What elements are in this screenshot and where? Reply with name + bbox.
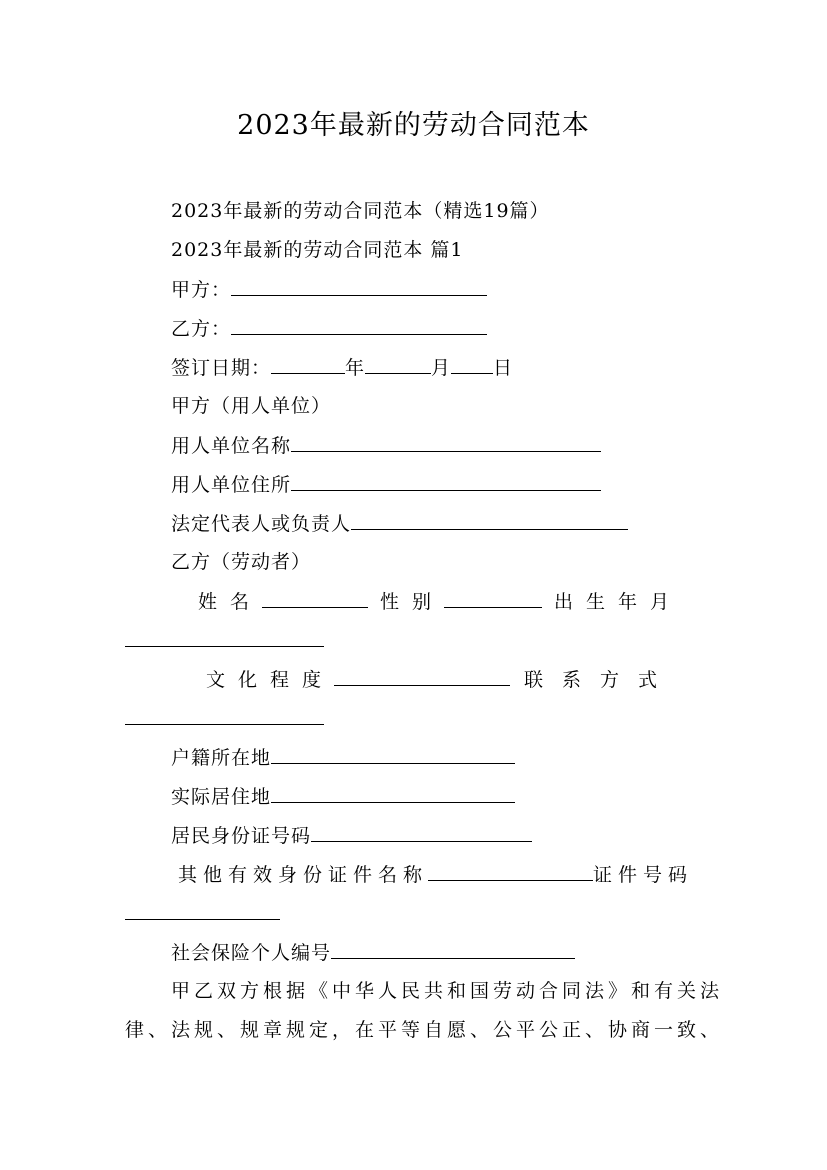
legal-rep-blank[interactable] <box>351 511 628 530</box>
legal-rep-label: 法定代表人或负责人 <box>171 513 352 535</box>
sign-month-blank[interactable] <box>365 355 431 374</box>
contact-label: 联系方式 <box>524 669 677 691</box>
sign-day-label: 日 <box>493 357 514 379</box>
sign-year-blank[interactable] <box>271 355 345 374</box>
residence-label: 实际居住地 <box>171 786 272 808</box>
party-a-row <box>171 277 487 302</box>
education-contact-row <box>206 667 676 692</box>
paragraph-line-1: 甲乙双方根据《中华人民共和国劳动合同法》和有关法 <box>171 980 724 1002</box>
contact-blank[interactable] <box>125 723 324 725</box>
sign-date-label: 签订日期： <box>171 357 272 379</box>
employer-name-label: 用人单位名称 <box>171 435 292 457</box>
other-id-row <box>178 862 693 887</box>
residence-blank[interactable] <box>271 784 515 803</box>
employer-address-blank[interactable] <box>291 472 601 491</box>
birth-label: 出生年月 <box>554 591 683 613</box>
gender-blank[interactable] <box>444 589 542 608</box>
other-id-label: 其他有效身份证件名称 <box>178 864 429 886</box>
id-label: 居民身份证号码 <box>171 825 312 847</box>
other-id-blank[interactable] <box>428 862 593 881</box>
employer-name-blank[interactable] <box>291 433 601 452</box>
employer-address-label: 用人单位住所 <box>171 474 292 496</box>
social-security-blank[interactable] <box>331 940 575 959</box>
social-security-label: 社会保险个人编号 <box>171 942 332 964</box>
employer-heading: 甲方（用人单位） <box>171 395 332 417</box>
employer-name-row <box>171 433 601 458</box>
id-row <box>171 823 532 848</box>
name-label: 姓名 <box>198 591 263 613</box>
sign-year-label: 年 <box>345 357 366 379</box>
subtitle: 2023年最新的劳动合同范本（精选19篇） <box>171 200 550 222</box>
party-b-label: 乙方： <box>171 318 232 340</box>
household-blank[interactable] <box>271 745 515 764</box>
id-number-blank[interactable] <box>125 918 280 920</box>
party-b-blank[interactable] <box>231 316 487 335</box>
id-number-label: 证件号码 <box>593 864 694 886</box>
education-label: 文化程度 <box>206 669 335 691</box>
party-a-blank[interactable] <box>231 277 487 296</box>
section-heading: 2023年最新的劳动合同范本 篇1 <box>171 239 464 261</box>
name-gender-birth-row <box>198 589 682 614</box>
party-a-label: 甲方： <box>171 279 232 301</box>
residence-row <box>171 784 515 809</box>
sign-month-label: 月 <box>431 357 452 379</box>
household-row <box>171 745 515 770</box>
sign-date-row <box>171 355 513 380</box>
party-b-row <box>171 316 487 341</box>
education-blank[interactable] <box>334 667 510 686</box>
legal-rep-row <box>171 511 628 536</box>
document-title: 2023年最新的劳动合同范本 <box>237 110 590 141</box>
name-blank[interactable] <box>262 589 368 608</box>
employee-heading: 乙方（劳动者） <box>171 551 312 573</box>
social-security-row <box>171 940 575 965</box>
household-label: 户籍所在地 <box>171 747 272 769</box>
id-blank[interactable] <box>311 823 532 842</box>
sign-day-blank[interactable] <box>451 355 493 374</box>
paragraph-line-2: 律、法规、规章规定，在平等自愿、公平公正、协商一致、 <box>125 1019 724 1041</box>
gender-label: 性别 <box>380 591 445 613</box>
birth-blank[interactable] <box>125 645 324 647</box>
employer-address-row <box>171 472 601 497</box>
